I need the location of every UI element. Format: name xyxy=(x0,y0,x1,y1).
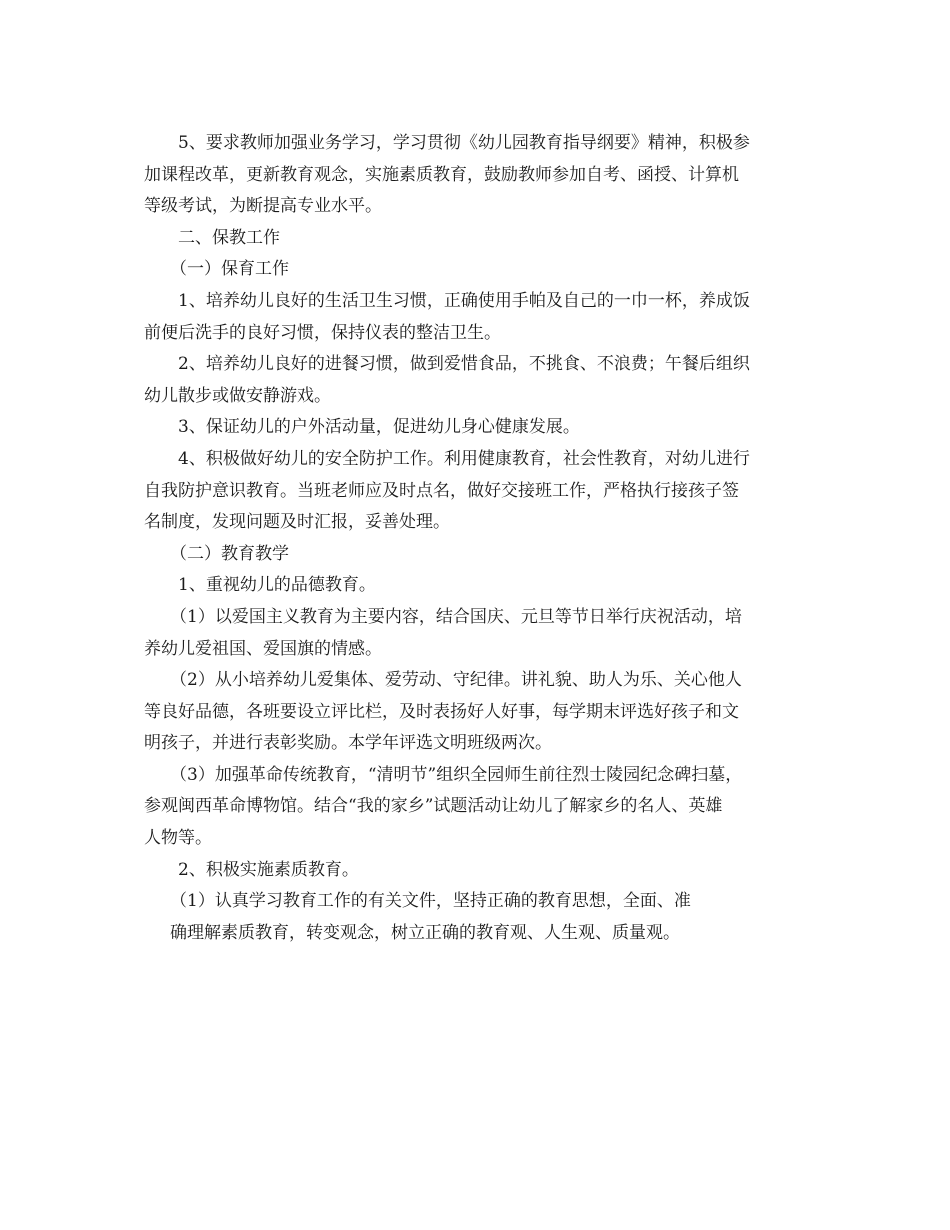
document-body xyxy=(144,128,816,949)
text-line: 确理解素质教育，转变观念，树立正确的教育观、人生观、质量观。 xyxy=(170,922,680,943)
text-line: 1、重视幼儿的品德教育。 xyxy=(178,575,376,596)
paragraph-quality-education xyxy=(144,855,816,887)
text-line: （一）保育工作 xyxy=(170,259,289,280)
text-line: 等级考试，为断提高专业水平。 xyxy=(144,196,382,217)
text-line: 2、积极实施素质教育。 xyxy=(178,859,359,880)
paragraph-study-documents xyxy=(144,886,816,949)
text-line: 名制度，发现问题及时汇报，妥善处理。 xyxy=(144,512,450,533)
text-line: （二）教育教学 xyxy=(170,543,289,564)
text-line: 人物等。 xyxy=(144,828,212,849)
text-line: 3、保证幼儿的户外活动量，促进幼儿身心健康发展。 xyxy=(178,417,580,438)
text-line: 等良好品德，各班要设立评比栏，及时表扬好人好事，每学期末评选好孩子和文 xyxy=(144,701,739,722)
paragraph-teacher-study xyxy=(144,128,816,223)
text-line: 1、培养幼儿良好的生活卫生习惯，正确使用手帕及自己的一巾一杯，养成饭 xyxy=(178,290,750,311)
subsection-heading-care xyxy=(144,254,816,286)
text-line: （3）加强革命传统教育，“清明节”组织全园师生前往烈士陵园纪念碑扫墓， xyxy=(170,764,743,785)
paragraph-safety xyxy=(144,444,816,539)
text-line: 自我防护意识教育。当班老师应及时点名，做好交接班工作，严格执行接孩子签 xyxy=(144,480,739,501)
text-line: 二、保教工作 xyxy=(178,227,280,248)
text-line: 5、要求教师加强业务学习，学习贯彻《幼儿园教育指导纲要》精神，积极参 xyxy=(178,133,750,153)
text-line: （1）认真学习教育工作的有关文件，坚持正确的教育思想，全面、准 xyxy=(170,891,691,912)
paragraph-patriotism xyxy=(144,602,816,665)
text-line: 明孩子，并进行表彰奖励。本学年评选文明班级两次。 xyxy=(144,733,552,754)
text-line: （2）从小培养幼儿爱集体、爱劳动、守纪律。讲礼貌、助人为乐、关心他人 xyxy=(170,670,742,691)
paragraph-eating-habits xyxy=(144,349,816,412)
text-line: 幼儿散步或做安静游戏。 xyxy=(144,385,331,406)
text-line: 参观闽西革命博物馆。结合“我的家乡”试题活动让幼儿了解家乡的名人、英雄 xyxy=(144,796,723,817)
text-line: 4、积极做好幼儿的安全防护工作。利用健康教育，社会性教育，对幼儿进行 xyxy=(178,448,750,469)
paragraph-hygiene-habits xyxy=(144,286,816,349)
paragraph-revolutionary-tradition xyxy=(144,760,816,855)
paragraph-outdoor-activity xyxy=(144,412,816,444)
text-line: 前便后洗手的良好习惯，保持仪表的整洁卫生。 xyxy=(144,322,501,343)
paragraph-moral-education xyxy=(144,570,816,602)
text-line: 2、培养幼儿良好的进餐习惯，做到爱惜食品，不挑食、不浪费；午餐后组织 xyxy=(178,354,750,375)
paragraph-collective-values xyxy=(144,665,816,760)
text-line: （1）以爱国主义教育为主要内容，结合国庆、元旦等节日举行庆祝活动，培 xyxy=(170,606,742,627)
subsection-heading-teaching xyxy=(144,539,816,571)
text-line: 加课程改革，更新教育观念，实施素质教育，鼓励教师参加自考、函授、计算机 xyxy=(144,164,739,185)
section-heading-care-education xyxy=(144,223,816,255)
text-line: 养幼儿爱祖国、爱国旗的情感。 xyxy=(144,638,382,659)
